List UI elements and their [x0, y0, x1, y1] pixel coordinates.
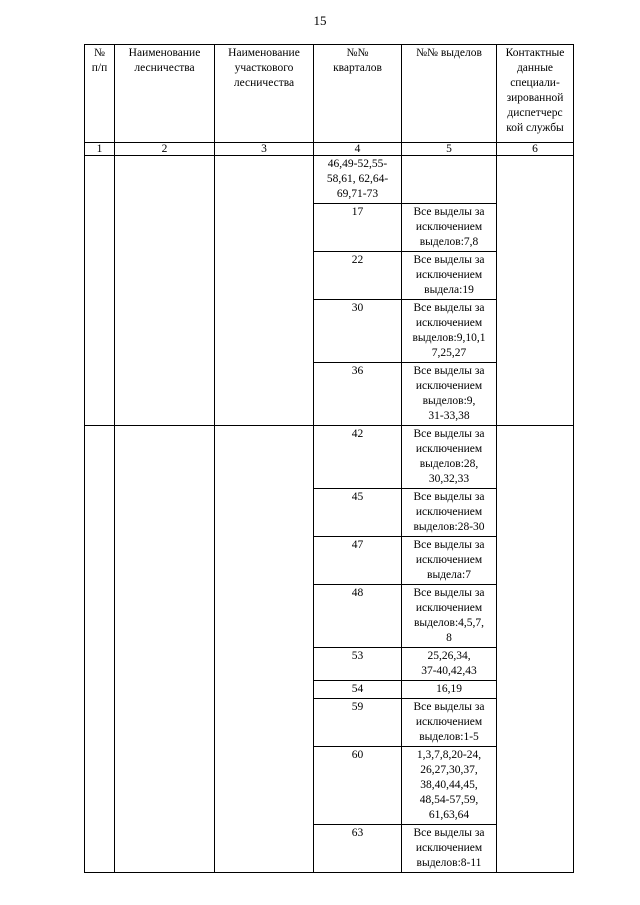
quarter-cell: 63: [314, 825, 402, 873]
header-text: №№ выделов: [416, 47, 482, 59]
plots-cell: Все выделы за исключением выдела:19: [402, 252, 497, 300]
plots-cell: Все выделы за исключением выделов:9, 31-33,38: [402, 363, 497, 426]
quarter-cell: 47: [314, 537, 402, 585]
column-number: 6: [497, 143, 574, 156]
page-number: 15: [313, 13, 327, 28]
plots-cell: Все выделы за исключением выделов:9,10,1 7,25,27: [402, 300, 497, 363]
quarter-cell: 45: [314, 489, 402, 537]
number-cell: [85, 426, 115, 873]
header-cell-forestry: [115, 45, 215, 143]
table-row: [85, 426, 574, 489]
quarter-cell: 46,49-52,55- 58,61, 62,64- 69,71-73: [314, 156, 402, 204]
plots-cell: 25,26,34, 37-40,42,43: [402, 648, 497, 681]
plots-cell: Все выделы за исключением выделов:28-30: [402, 489, 497, 537]
header-text: № п/п: [91, 47, 108, 74]
header-cell-district-forestry: [215, 45, 314, 143]
quarter-cell: 60: [314, 747, 402, 825]
forestry-cell: [115, 156, 215, 426]
contacts-cell: [497, 426, 574, 873]
quarter-cell: 53: [314, 648, 402, 681]
plots-cell: [402, 156, 497, 204]
column-number: 2: [115, 143, 215, 156]
forestry-table: [84, 44, 574, 873]
header-cell-number: [85, 45, 115, 143]
district-forestry-cell: [215, 156, 314, 426]
header-cell-contacts: [497, 45, 574, 143]
header-text: №№ кварталов: [333, 47, 382, 74]
column-number-row: [85, 143, 574, 156]
quarter-cell: 42: [314, 426, 402, 489]
column-number: 1: [85, 143, 115, 156]
quarter-cell: 17: [314, 204, 402, 252]
plots-cell: Все выделы за исключением выделов:1-5: [402, 699, 497, 747]
header-text: Контактные данные специали- зированной диспетчерс кой службы: [505, 47, 565, 134]
header-cell-plots: [402, 45, 497, 143]
header-text: Наименование лесничества: [128, 47, 201, 74]
forestry-cell: [115, 426, 215, 873]
plots-cell: Все выделы за исключением выделов:8-11: [402, 825, 497, 873]
number-cell: [85, 156, 115, 426]
plots-cell: Все выделы за исключением выделов:7,8: [402, 204, 497, 252]
district-forestry-cell: [215, 426, 314, 873]
quarter-cell: 30: [314, 300, 402, 363]
table-row: [85, 156, 574, 204]
quarter-cell: 36: [314, 363, 402, 426]
plots-cell: Все выделы за исключением выдела:7: [402, 537, 497, 585]
header-cell-quarters: [314, 45, 402, 143]
header-text: Наименование участкового лесничества: [228, 47, 300, 89]
quarter-cell: 22: [314, 252, 402, 300]
quarter-cell: 54: [314, 681, 402, 699]
plots-cell: Все выделы за исключением выделов:4,5,7, 8: [402, 585, 497, 648]
quarter-cell: 48: [314, 585, 402, 648]
column-number: 3: [215, 143, 314, 156]
column-number: 5: [402, 143, 497, 156]
column-number: 4: [314, 143, 402, 156]
quarter-cell: 59: [314, 699, 402, 747]
plots-cell: Все выделы за исключением выделов:28, 30,32,33: [402, 426, 497, 489]
contacts-cell: [497, 156, 574, 426]
header-row: [85, 45, 574, 143]
plots-cell: 16,19: [402, 681, 497, 699]
plots-cell: 1,3,7,8,20-24, 26,27,30,37, 38,40,44,45, 48,54-57,59, 61,63,64: [402, 747, 497, 825]
